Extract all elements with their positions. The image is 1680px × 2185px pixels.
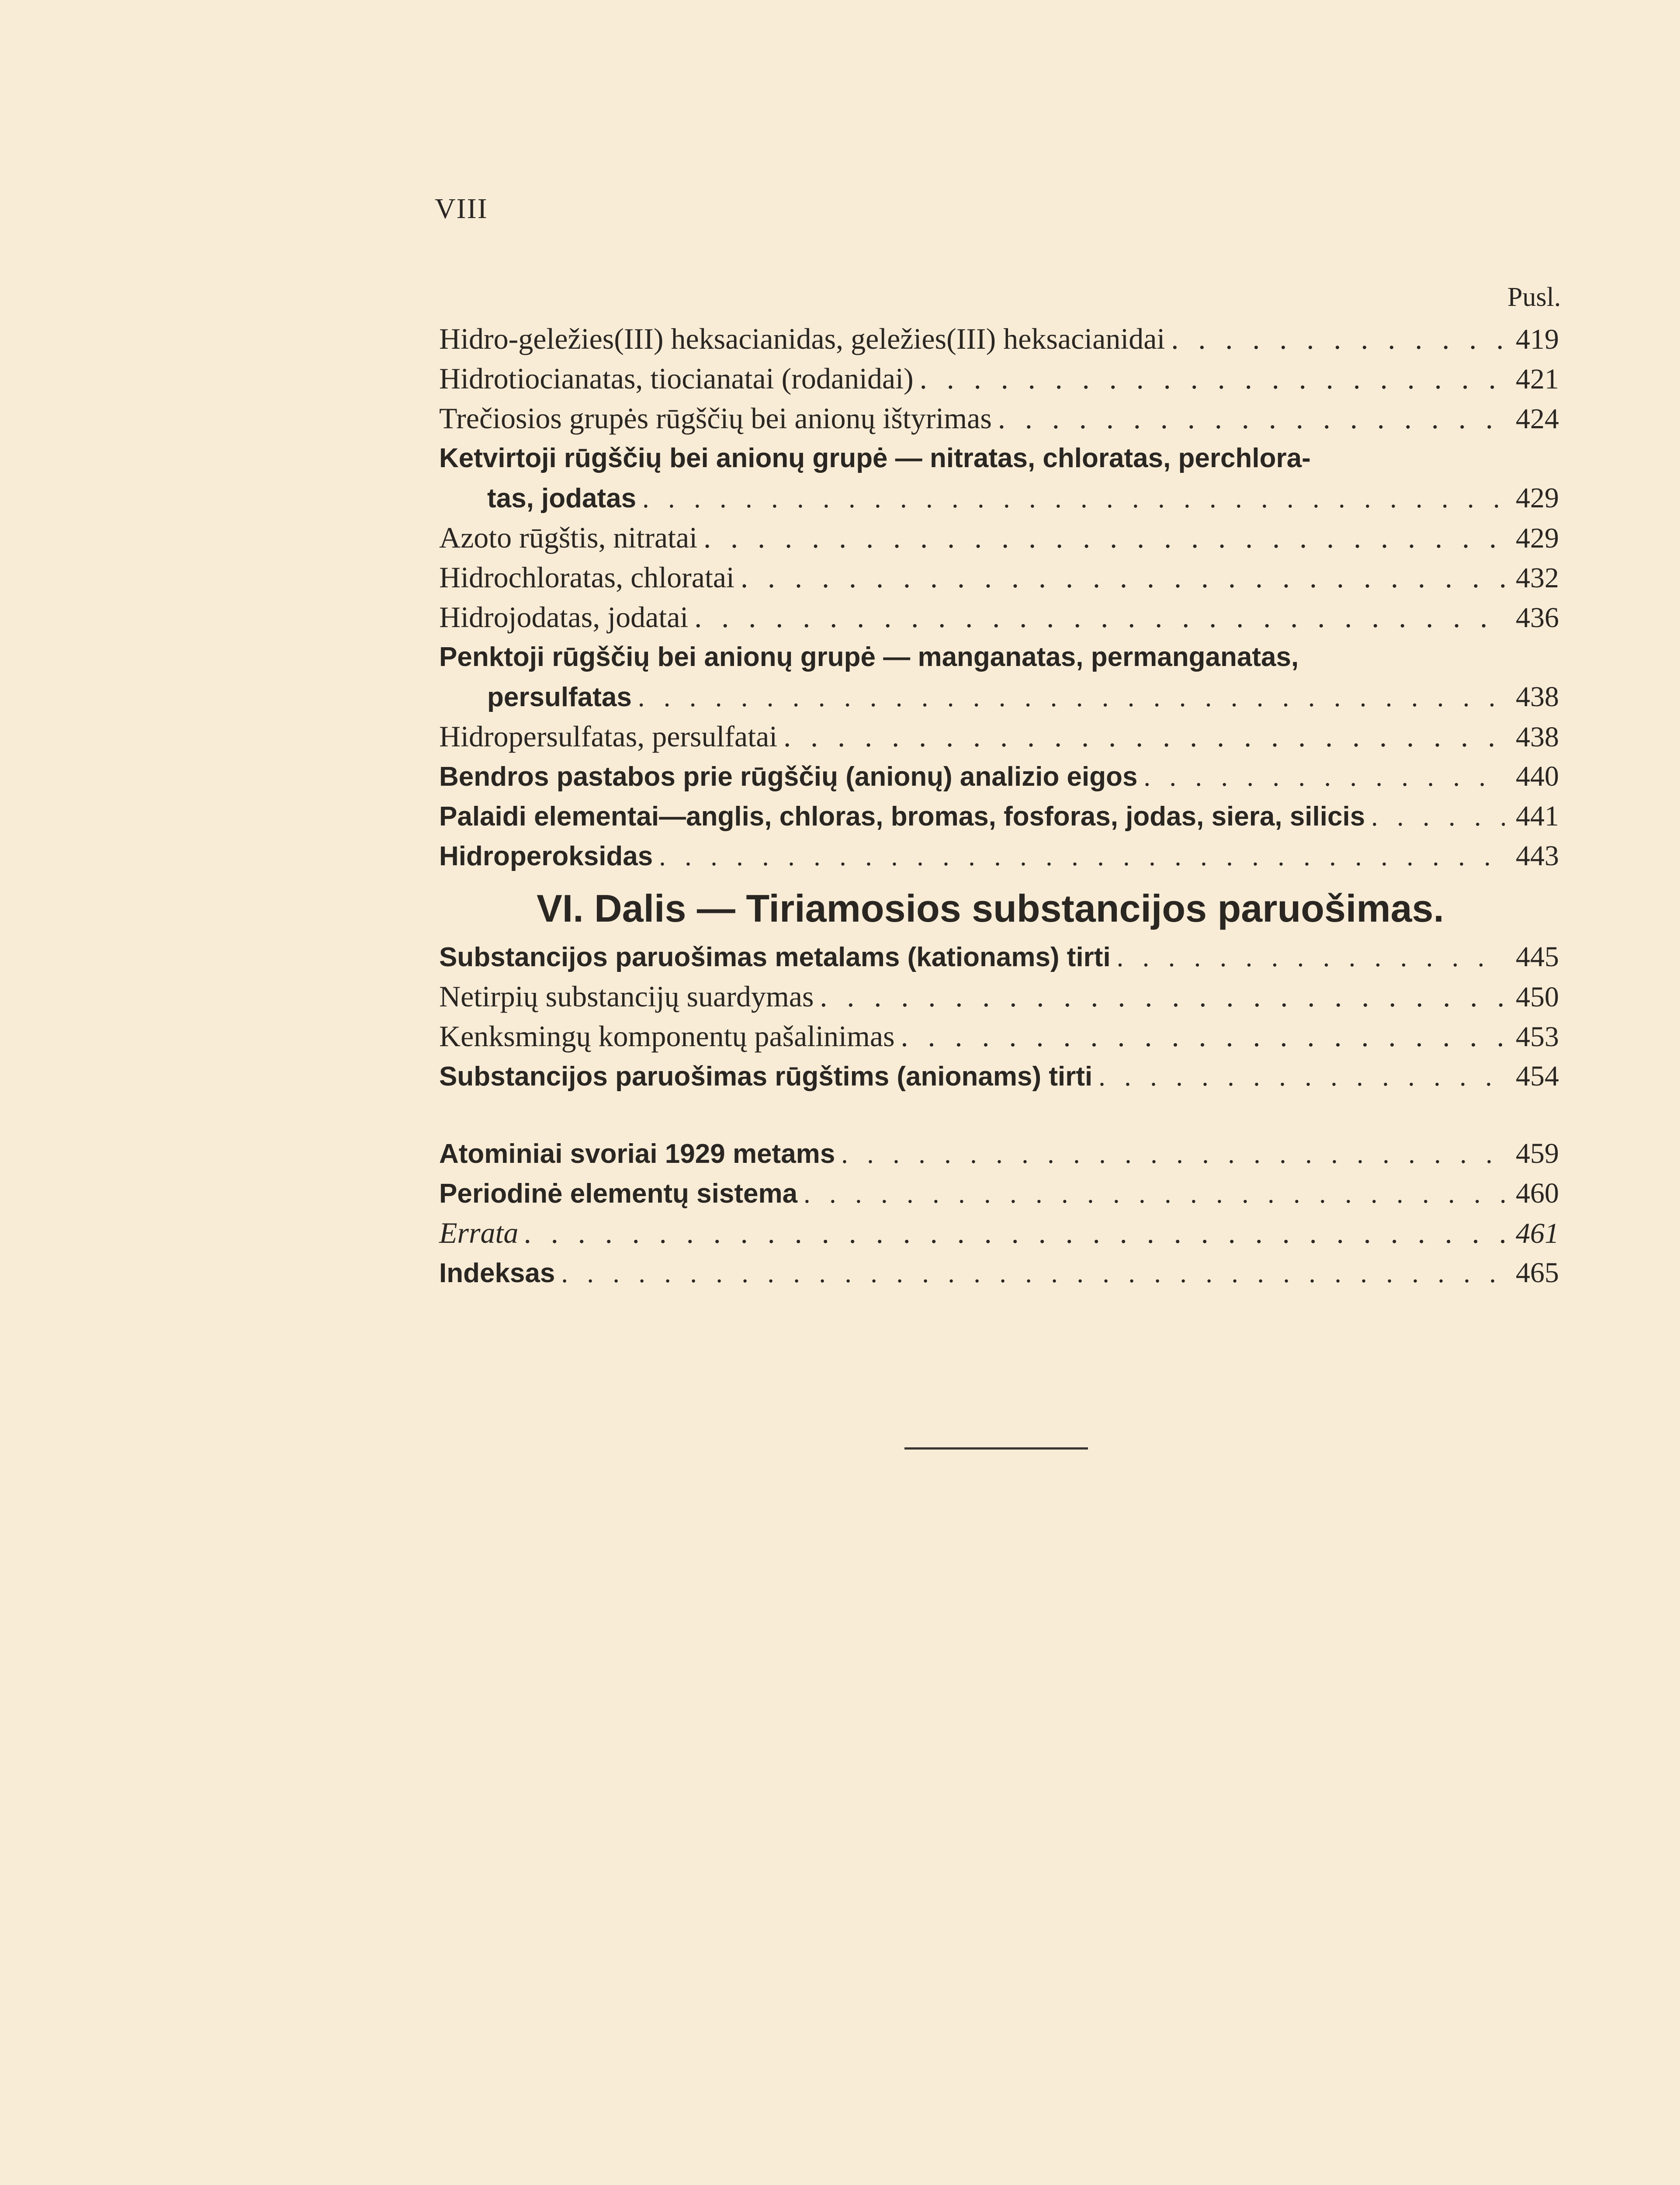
toc-entry-page: 419 (1516, 323, 1559, 355)
toc-group-b (439, 518, 1559, 637)
toc-entry-title: Hidrotiocianatas, tiocianatai (rodanidai) (439, 362, 914, 395)
toc-entry-title: Hidrochloratas, chloratai (439, 561, 734, 594)
toc-entry-page: 443 (1516, 840, 1559, 872)
toc-entry-title: persulfatas (487, 682, 632, 712)
toc-entry-title: Hidropersulfatas, persulfatai (439, 720, 778, 753)
toc-entry-title: Bendros pastabos prie rūgščių (anionų) analizio eigos (439, 762, 1138, 792)
toc-entry-ketvirtoji-line2 (439, 478, 1559, 518)
toc-entry-page: 454 (1516, 1060, 1559, 1092)
toc-entry (439, 1134, 1559, 1173)
toc-group-c (439, 717, 1559, 876)
divider-rule (904, 1447, 1088, 1450)
toc-entry-page: 440 (1516, 760, 1559, 792)
leader-dots (841, 1134, 1505, 1174)
toc-entry-page: 436 (1516, 602, 1559, 634)
toc-entry-page: 438 (1516, 681, 1559, 713)
toc-entry-title: Periodinė elementų sistema (439, 1179, 798, 1209)
leader-dots (561, 1254, 1505, 1294)
leader-dots (1117, 938, 1505, 978)
toc-entry (439, 1173, 1559, 1213)
toc-entry-title: Substancijos paruošimas rūgštims (anionams) tirti (439, 1061, 1093, 1092)
toc-entry (439, 937, 1559, 977)
toc-entry (439, 977, 1559, 1016)
toc-entry-page: 421 (1516, 363, 1559, 395)
toc-entry-title: Kenksmingų komponentų pašalinimas (439, 1020, 895, 1053)
toc-entry (439, 399, 1559, 438)
toc-entry-title: Palaidi elementai—anglis, chloras, bromas, fosforas, jodas, siera, silicis (439, 801, 1365, 832)
toc-entry (439, 1253, 1559, 1293)
toc-entry-title: Hidrojodatas, jodatai (439, 600, 689, 634)
leader-dots (694, 597, 1505, 637)
spacer (439, 1096, 1559, 1134)
leader-dots (1098, 1057, 1505, 1097)
toc-entry-page: 438 (1516, 721, 1559, 753)
toc-group-d (439, 937, 1559, 1096)
toc-entry-page: 429 (1516, 522, 1559, 554)
toc-entry-title: Errata (439, 1216, 519, 1249)
toc-entry (439, 717, 1559, 756)
toc-entry (439, 558, 1559, 597)
section-title: VI. Dalis — Tiriamosios substancijos paruošimas. (537, 887, 1444, 930)
toc-entry-page: 460 (1516, 1177, 1559, 1209)
leader-dots (642, 479, 1505, 519)
toc-entry-page: 450 (1516, 981, 1559, 1013)
leader-dots (804, 1174, 1505, 1214)
toc-entry-page: 432 (1516, 562, 1559, 594)
toc-entry-title: Netirpių substancijų suardymas (439, 980, 814, 1013)
toc-entry-page: 441 (1516, 800, 1559, 832)
toc-entry (439, 796, 1559, 836)
toc-entry-title: tas, jodatas (487, 483, 637, 513)
toc-entry (439, 597, 1559, 637)
toc-entry (439, 756, 1559, 796)
toc-entry-title: Atominiai svoriai 1929 metams (439, 1139, 835, 1169)
leader-dots (920, 359, 1505, 399)
leader-dots (638, 678, 1505, 718)
toc-entry-ketvirtoji-line1 (439, 438, 1559, 478)
toc-entry (439, 359, 1559, 399)
leader-dots (703, 518, 1505, 558)
table-of-contents (439, 319, 1559, 1293)
toc-entry (439, 1016, 1559, 1056)
toc-entry-page: 445 (1516, 941, 1559, 973)
toc-entry-page: 453 (1516, 1021, 1559, 1053)
leader-dots (1143, 757, 1505, 797)
leader-dots (659, 837, 1505, 877)
toc-entry-penktoji-line1 (439, 637, 1559, 677)
toc-entry (439, 319, 1559, 359)
leader-dots (1371, 797, 1505, 837)
toc-entry-title: Hidro-geležies(III) heksacianidas, geležies(III) heksacianidai (439, 322, 1165, 355)
toc-group-e (439, 1134, 1559, 1293)
leader-dots (901, 1016, 1505, 1056)
toc-group-a (439, 319, 1559, 438)
leader-dots (820, 977, 1505, 1016)
leader-dots (783, 717, 1505, 756)
toc-entry (439, 1213, 1559, 1253)
toc-entry-page: 465 (1516, 1257, 1559, 1289)
toc-entry (439, 836, 1559, 876)
page-number: VIII (435, 193, 488, 225)
toc-entry-title: Trečiosios grupės rūgščių bei anionų ištyrimas (439, 402, 992, 435)
toc-entry-page: 429 (1516, 482, 1559, 514)
toc-entry-title: Substancijos paruošimas metalams (kationams) tirti (439, 942, 1111, 972)
toc-entry-title: Indeksas (439, 1258, 555, 1288)
toc-entry-page: 459 (1516, 1138, 1559, 1169)
leader-dots (998, 399, 1505, 438)
leader-dots (524, 1213, 1505, 1253)
toc-entry-title: Hidroperoksidas (439, 841, 653, 871)
leader-dots (1171, 319, 1505, 359)
toc-entry (439, 518, 1559, 558)
toc-entry (439, 1056, 1559, 1096)
toc-entry-page: 424 (1516, 403, 1559, 435)
toc-entry-title: Penktoji rūgščių bei anionų grupė — manganatas, permanganatas, (439, 642, 1299, 672)
toc-entry-penktoji-line2 (439, 677, 1559, 717)
toc-entry-title: Ketvirtoji rūgščių bei anionų grupė — nitratas, chloratas, perchlora- (439, 443, 1311, 473)
toc-entry-page: 461 (1516, 1217, 1559, 1249)
leader-dots (741, 558, 1505, 597)
page-column-header: Pusl. (1507, 282, 1561, 312)
toc-entry-title: Azoto rūgštis, nitratai (439, 521, 698, 554)
